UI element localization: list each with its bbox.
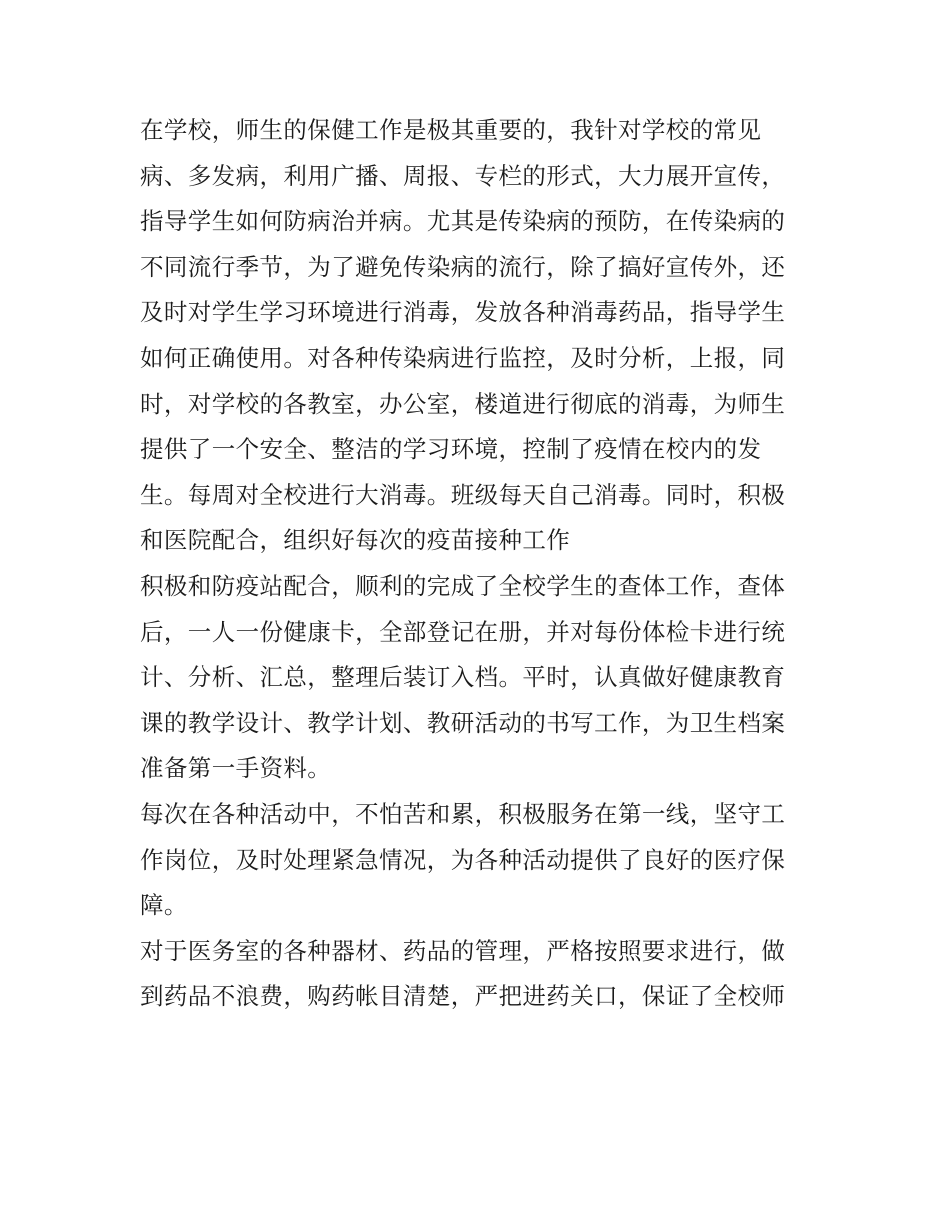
text-line: 准备第一手资料。 <box>140 754 332 783</box>
text-line: 每次在各种活动中，不怕苦和累，积极服务在第一线，坚守工 <box>140 799 786 828</box>
text-line: 障。 <box>140 891 188 920</box>
text-line: 到药品不浪费，购药帐目清楚，严把进药关口，保证了全校师 <box>140 982 786 1011</box>
text-line: 课的教学设计、教学计划、教研活动的书写工作，为卫生档案 <box>140 708 786 737</box>
text-line: 生。每周对全校进行大消毒。班级每天自己消毒。同时，积极 <box>140 480 786 509</box>
text-line: 计、分析、汇总，整理后装订入档。平时，认真做好健康教育 <box>140 663 786 692</box>
text-line: 指导学生如何防病治并病。尤其是传染病的预防，在传染病的 <box>140 207 786 236</box>
text-line: 如何正确使用。对各种传染病进行监控，及时分析，上报，同 <box>140 343 786 372</box>
text-line: 病、多发病，利用广播、周报、专栏的形式，大力展开宣传， <box>140 161 786 190</box>
text-line: 对于医务室的各种器材、药品的管理，严格按照要求进行，做 <box>140 936 786 965</box>
text-line: 及时对学生学习环境进行消毒，发放各种消毒药品，指导学生 <box>140 298 786 327</box>
text-line: 后，一人一份健康卡，全部登记在册，并对每份体检卡进行统 <box>140 617 786 646</box>
text-line: 时，对学校的各教室，办公室，楼道进行彻底的消毒，为师生 <box>140 389 786 418</box>
text-line: 和医院配合，组织好每次的疫苗接种工作 <box>140 526 571 555</box>
text-line: 在学校，师生的保健工作是极其重要的，我针对学校的常见 <box>140 116 762 144</box>
text-line: 积极和防疫站配合，顺利的完成了全校学生的查体工作，查体 <box>140 571 786 600</box>
text-line: 提供了一个安全、整洁的学习环境，控制了疫情在校内的发 <box>140 435 762 464</box>
document-body <box>140 108 820 1020</box>
text-line: 不同流行季节，为了避免传染病的流行，除了搞好宣传外，还 <box>140 252 786 281</box>
text-line: 作岗位，及时处理紧急情况，为各种活动提供了良好的医疗保 <box>140 845 786 874</box>
